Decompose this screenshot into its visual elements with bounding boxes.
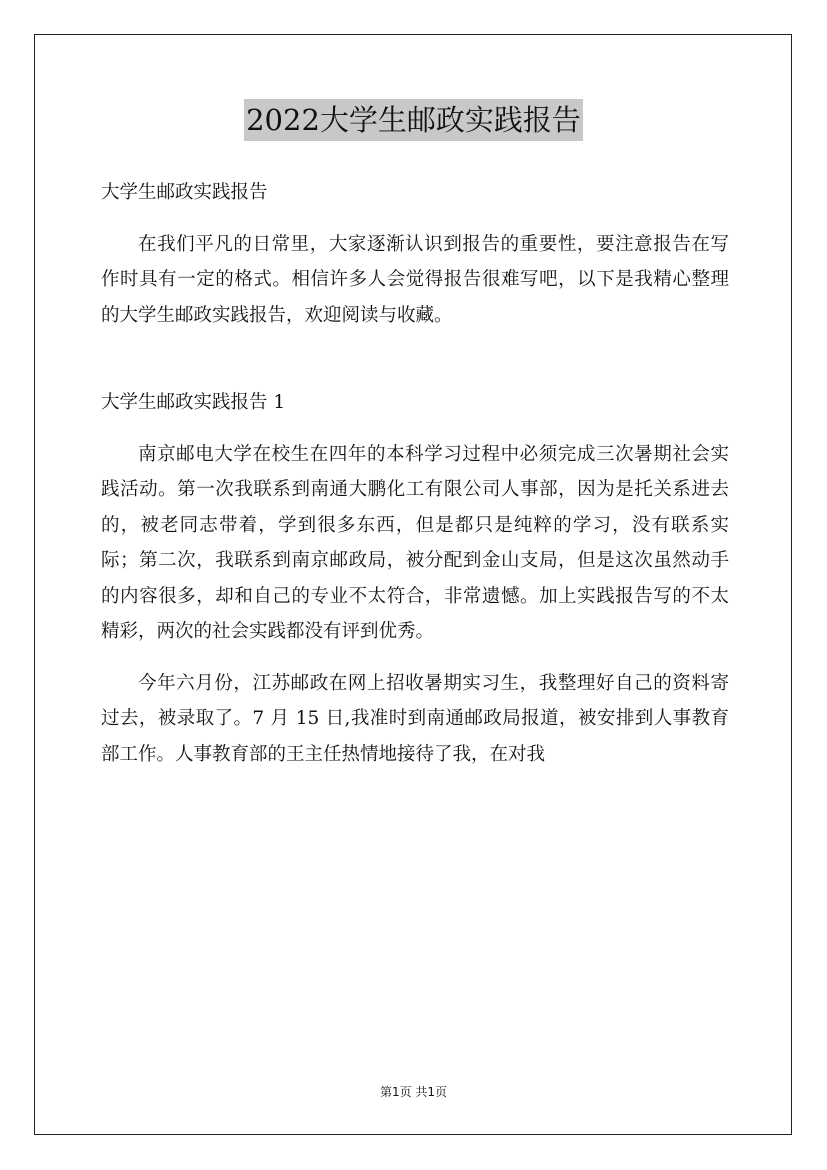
spacer [101,650,729,666]
page-footer: 第1页 共1页 [379,1085,448,1099]
subtitle: 大学生邮政实践报告 [101,182,268,203]
intro-paragraph: 在我们平凡的日常里，大家逐渐认识到报告的重要性，要注意报告在写作时具有一定的格式。相信许多人会觉得报告很难写吧，以下是我精心整理的大学生邮政实践报告，欢迎阅读与收藏。 [101,233,729,326]
document-body [101,175,729,772]
spacer [101,211,729,227]
document-title: 2022大学生邮政实践报告 [244,99,583,141]
section-heading: 大学生邮政实践报告 1 [101,392,286,413]
spacer [101,333,729,385]
body-paragraph-2: 今年六月份，江苏邮政在网上招收暑期实习生，我整理好自己的资料寄过去，被录取了。7 月 15 日,我准时到南通邮政局报道，被安排到人事教育部工作。人事教育部的王主任热情地接待了我，在对我 [101,672,729,765]
title-container [0,99,827,141]
spacer [101,421,729,437]
body-paragraph-1: 南京邮电大学在校生在四年的本科学习过程中必须完成三次暑期社会实践活动。第一次我联系到南通大鹏化工有限公司人事部，因为是托关系进去的，被老同志带着，学到很多东西，但是都只是纯粹的学习，没有联系实际；第二次，我联系到南京邮政局，被分配到金山支局，但是这次虽然动手的内容很多，却和自己的专业不太符合，非常遗憾。加上实践报告写的不太精彩，两次的社会实践都没有评到优秀。 [101,443,729,642]
